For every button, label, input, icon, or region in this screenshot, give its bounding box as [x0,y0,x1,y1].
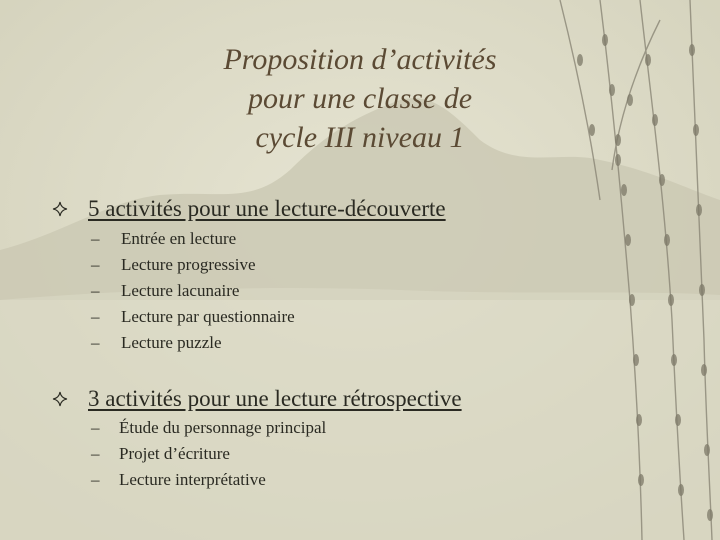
sub-list [91,415,326,493]
list-item-text: Lecture progressive [121,255,256,274]
list-item [91,441,326,467]
list-item [91,304,295,330]
section-heading-row [52,386,462,412]
section-heading-row [52,196,446,222]
list-item [91,226,295,252]
four-petal-star-icon [52,201,68,217]
list-item-text: Projet d’écriture [119,444,230,463]
dash-marker: – [91,444,100,463]
list-item [91,467,326,493]
dash-marker: – [91,470,100,489]
list-item [91,252,295,278]
list-item [91,415,326,441]
sub-list [91,226,295,356]
list-item-text: Étude du personnage principal [119,418,327,437]
section-heading: 5 activités pour une lecture-découverte [88,196,446,221]
list-item [91,278,295,304]
title-line: pour une classe de [247,82,473,115]
section-heading: 3 activités pour une lecture rétrospective [88,386,462,411]
title-line: Proposition d’activités [223,43,497,76]
dash-marker: – [91,281,100,300]
list-item [91,330,295,356]
dash-marker: – [91,307,100,326]
slide-title [160,40,560,157]
list-item-text: Lecture interprétative [119,470,266,489]
list-item-text: Lecture par questionnaire [121,307,295,326]
list-item-text: Lecture lacunaire [121,281,240,300]
dash-marker: – [91,255,100,274]
title-line: cycle III niveau 1 [255,121,465,154]
four-petal-star-icon [52,391,68,407]
list-item-text: Lecture puzzle [121,333,222,352]
dash-marker: – [91,229,100,248]
dash-marker: – [91,418,100,437]
dash-marker: – [91,333,100,352]
list-item-text: Entrée en lecture [121,229,237,248]
